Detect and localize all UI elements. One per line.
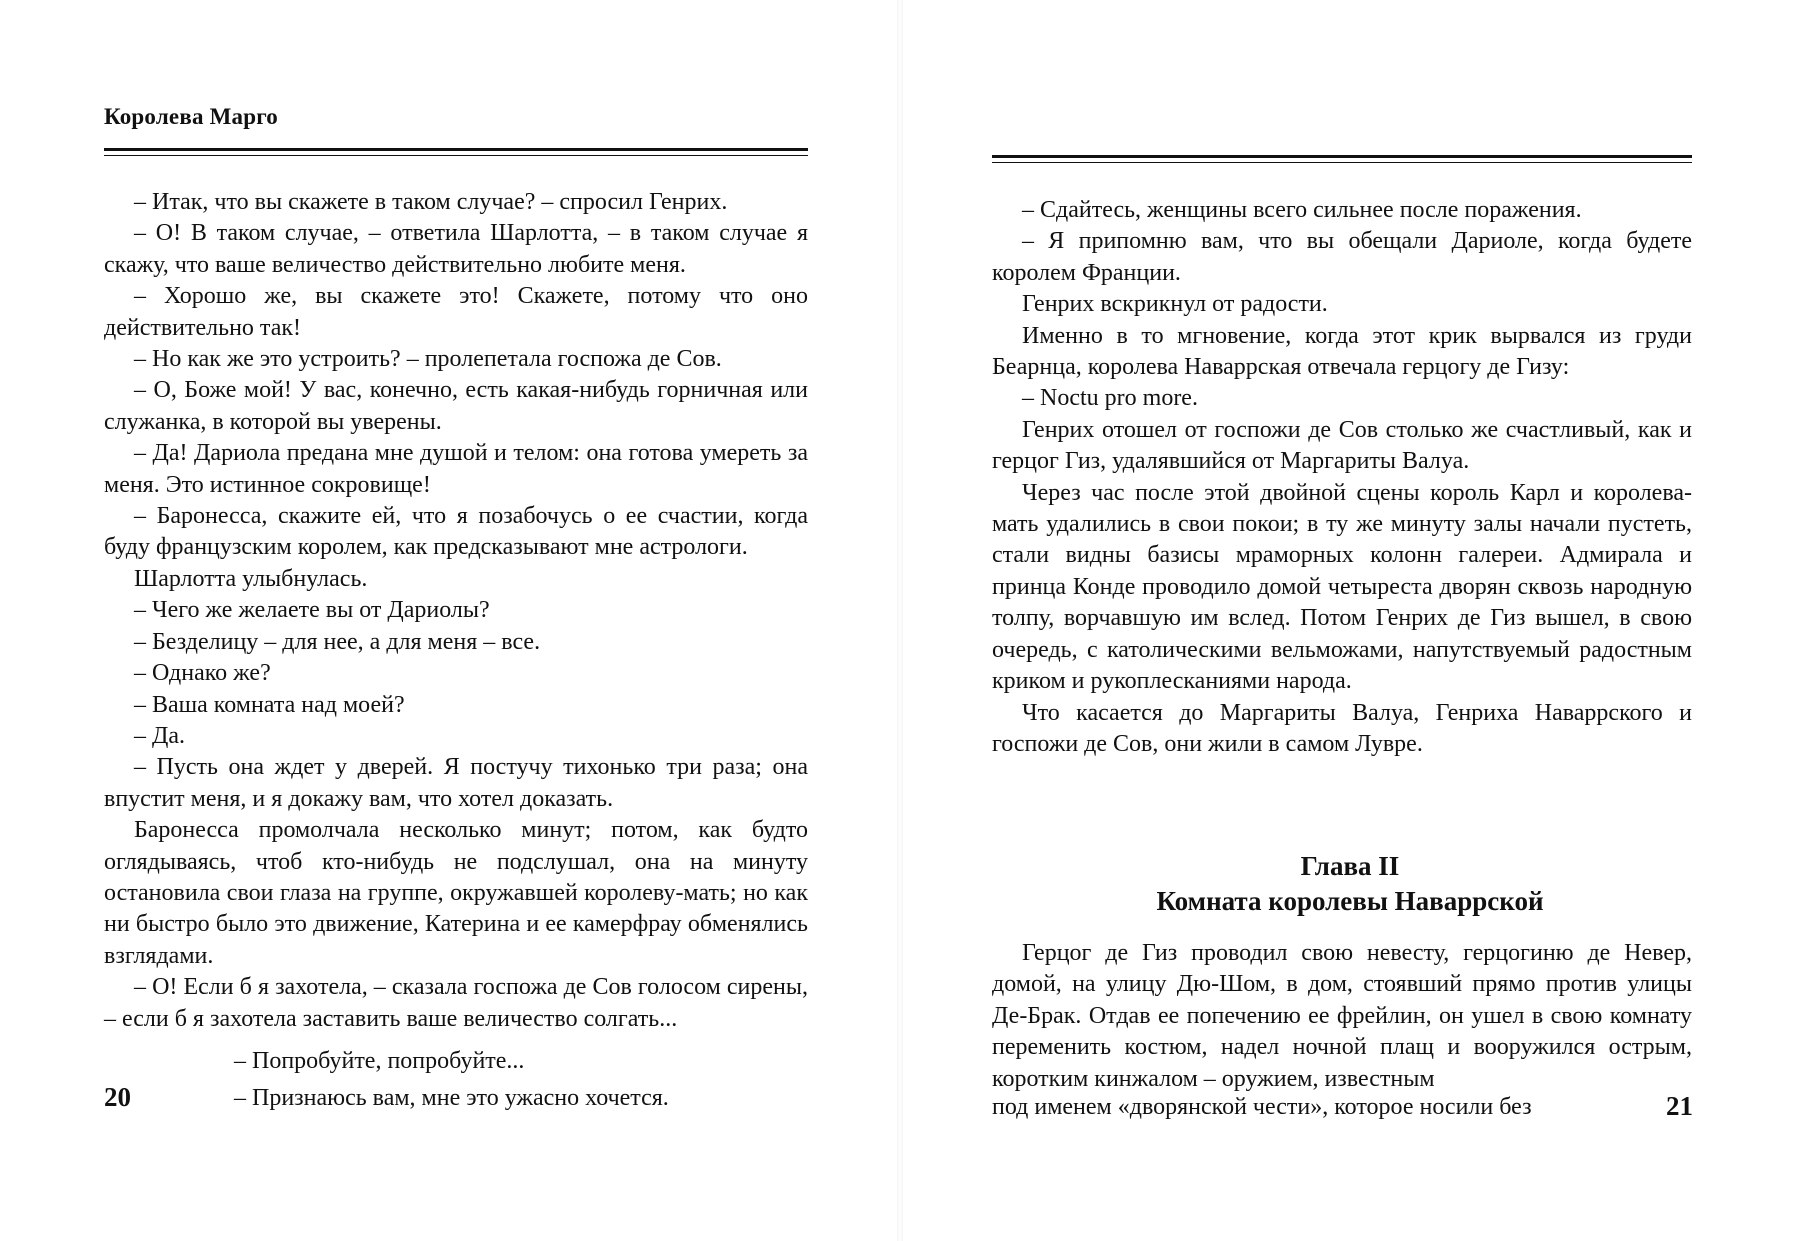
- header-rule: [104, 148, 808, 156]
- paragraph: – Да.: [134, 722, 186, 749]
- page-number: 20: [104, 1082, 131, 1112]
- paragraph: Что касается до Маргариты Валуа, Генриха Наваррского и госпожи де Сов, они жили в самом Лувре.: [992, 699, 1692, 757]
- paragraph: – Хорошо же, вы скажете это! Скажете, потому что оно действительно так!: [104, 283, 808, 341]
- paragraph: – Чего же желаете вы от Дариолы?: [134, 597, 490, 624]
- paragraph: Герцог де Гиз проводил свою невесту, герцогиню де Невер, домой, на улицу Дю-Шом, в дом, стоявший прямо против улицы Де-Брак. Отдав ее попечению ее фрейлин, он ушел в свою комнату переменить костюм, надел ночной плащ и вооружился острым, коротким кинжалом – оружием, известным: [992, 940, 1692, 1092]
- paragraph: – О! Если б я захотела, – сказала госпожа де Сов голосом сирены, – если б я захотела заставить ваше величество солгать...: [104, 974, 808, 1032]
- paragraph: – Да! Дариола предана мне душой и телом: она готова умереть за меня. Это истинное сокровище!: [104, 440, 808, 498]
- paragraph: – Безделицу – для нее, а для меня – все.: [134, 628, 541, 655]
- chapter-body-text: [992, 938, 1692, 1095]
- paragraph: – Однако же?: [134, 660, 271, 687]
- paragraph: – Пусть она ждет у дверей. Я постучу тихонько три раза; она впустит меня, и я докажу вам, что хотел доказать.: [104, 754, 808, 812]
- paragraph: – Итак, что вы скажете в таком случае? – спросил Генрих.: [134, 189, 728, 215]
- paragraph: – Noctu pro more.: [1022, 385, 1198, 412]
- paragraph: Генрих отошел от госпожи де Сов столько же счастливый, как и герцог Гиз, удалявшийся от Маргариты Валуа.: [992, 416, 1692, 475]
- paragraph: – Я припомню вам, что вы обещали Дариоле, когда будете королем Франции.: [992, 228, 1692, 286]
- chapter-number: Глава II: [1300, 851, 1400, 881]
- paragraph: – Ваша комната над моей?: [134, 691, 405, 718]
- tail-line: – Признаюсь вам, мне это ужасно хочется.: [234, 1085, 669, 1111]
- chapter-title: Комната королевы Наваррской: [1156, 886, 1544, 916]
- paragraph: Именно в то мгновение, когда этот крик вырвался из груди Беарнца, королева Наваррская отвечала герцогу де Гизу:: [992, 322, 1692, 381]
- paragraph: – О! В таком случае, – ответила Шарлотта, – в таком случае я скажу, что ваше величество действительно любите меня.: [104, 220, 808, 278]
- right-body-text: [992, 195, 1692, 760]
- running-head: Королева Марго: [104, 104, 278, 129]
- tail-line: под именем «дворянской чести», которое носили без: [992, 1094, 1532, 1120]
- paragraph: – Но как же это устроить? – пролепетала госпожа де Сов.: [134, 346, 722, 373]
- paragraph: Шарлотта улыбнулась.: [134, 565, 368, 592]
- paragraph: – Баронесса, скажите ей, что я позабочусь о ее счастии, когда буду французским королем, как предсказывают мне астрологи.: [104, 503, 808, 561]
- header-rule: [992, 155, 1692, 163]
- paragraph: – Сдайтесь, женщины всего сильнее после поражения.: [1022, 197, 1582, 223]
- paragraph: Через час после этой двойной сцены король Карл и королева-мать удалились в свои покои; в ту же минуту залы начали пустеть, стали видны базисы мраморных колонн галереи. Адмирала и принца Конде проводило домой четыреста дворян сквозь народную толпу, ворчавшую им вслед. Потом Генрих де Гиз вышел, в свою очередь, с католическими вельможами, напутствуемый радостным криком и рукоплесканиями народа.: [992, 479, 1692, 695]
- paragraph: Баронесса промолчала несколько минут; потом, как будто оглядываясь, чтоб кто-нибудь не подслушал, она на минуту остановила свои глаза на группе, окружавшей королеву-мать; но как ни быстро было это движение, Катерина и ее камерфрау обменялись взглядами.: [104, 817, 808, 969]
- paragraph: – О, Боже мой! У вас, конечно, есть какая-нибудь горничная или служанка, в которой вы уверены.: [104, 377, 808, 435]
- paragraph: Генрих вскрикнул от радости.: [1022, 291, 1328, 318]
- left-body-text: [104, 187, 808, 1035]
- tail-line: – Попробуйте, попробуйте...: [234, 1048, 525, 1074]
- page-number: 21: [1666, 1091, 1693, 1121]
- right-page: [900, 0, 1800, 1241]
